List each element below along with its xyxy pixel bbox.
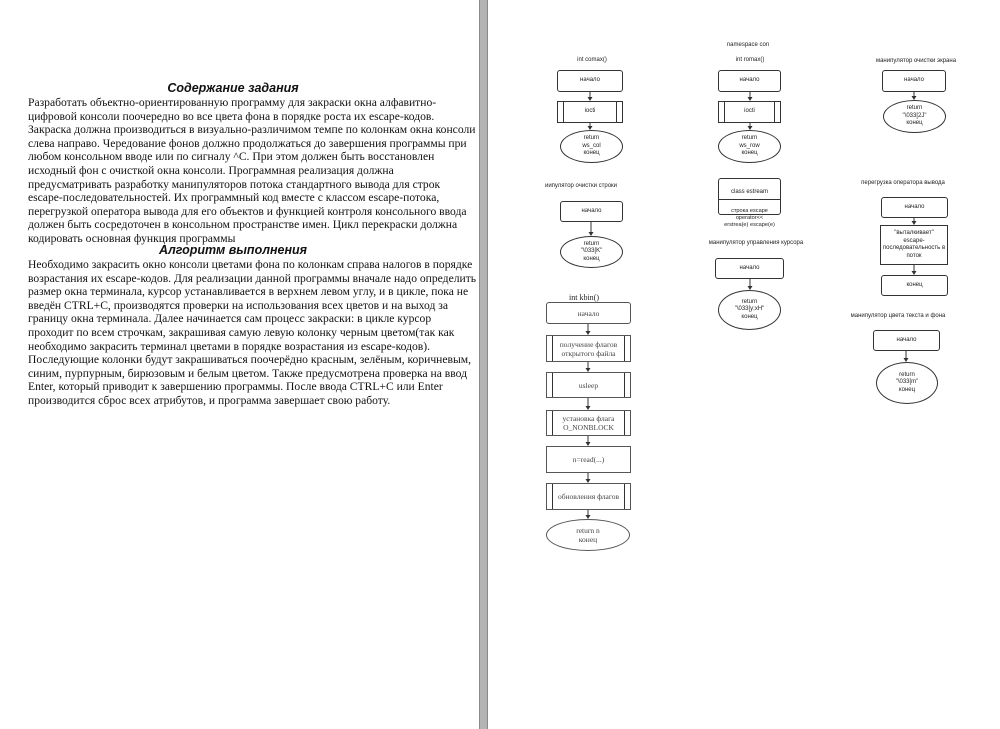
color-start: начало bbox=[873, 330, 940, 351]
clear-line-end: return "\033[K" конец bbox=[560, 236, 623, 268]
romax-title: int romax() bbox=[735, 57, 765, 63]
output-overload-title: перегрузка оператора вывода bbox=[861, 180, 945, 186]
text-line: escape-последовательностей. Их программный код вместе с классом escape-потока, bbox=[28, 191, 440, 205]
text-line: размер окна терминала, курсор устанавливается в верхнем левом углу, и в цикле, пока не bbox=[28, 285, 469, 299]
romax-start: начало bbox=[718, 70, 781, 92]
text-line: введён CTRL+C, производятся проверки на использования всех цветов и на выход за bbox=[28, 298, 448, 312]
estream-class-box bbox=[718, 178, 781, 228]
text-line: синим, пурпурным, бирюзовым и белым цветом. Также предусмотрена проверка на ввод bbox=[28, 366, 467, 380]
section-title-task: Содержание задания bbox=[167, 81, 299, 95]
comax-start: начало bbox=[557, 70, 623, 92]
text-line: должен быть сосредоточен в консольном пространстве имен. Цикл перекраски должна bbox=[28, 218, 458, 232]
color-end: return "\033[m" конец bbox=[876, 362, 938, 404]
comax-end: return ws_col конец bbox=[560, 130, 623, 163]
text-line: цифровой консоли поочередно во все цвета фона в порядке роста их escape-кодов. bbox=[28, 109, 435, 123]
kbin-set-nonblock: установка флага O_NONBLOCK bbox=[546, 410, 631, 436]
text-line: Последующие колонки будут закрашиваться поочерёдно красным, зелёным, коричневым, bbox=[28, 353, 472, 367]
namespace-label: namespace con bbox=[726, 42, 770, 48]
clear-screen-start: начало bbox=[882, 70, 946, 92]
text-line: предусматривать разработку манипуляторов потока стандартного вывода для строк bbox=[28, 177, 441, 191]
text-line: слева направо. Чередование фонов должно продолжаться до завершения программы при bbox=[28, 136, 467, 150]
text-line: Закраска должна производиться в визуально-различимом темпе по колонкам окна консоли bbox=[28, 123, 476, 137]
kbin-title: int kbin() bbox=[569, 293, 599, 302]
comax-ioctl: iocti bbox=[557, 101, 623, 123]
estream-class-members: строка escape operator<< erstrea(e) escape(e) bbox=[724, 208, 775, 228]
text-line: Необходимо закрасить окно консоли цветами фона по колонкам справа налогов в порядке bbox=[28, 258, 473, 271]
estream-class-name: class estream bbox=[719, 187, 780, 200]
text-line: исходный фон с очисткой окна консоли. Программная реализация должна bbox=[28, 163, 394, 177]
text-line: возрастания их escape-кодов. Для реализации данной программы вначале надо определить bbox=[28, 271, 477, 285]
clear-screen-end: return "\033[2J" конец bbox=[883, 100, 946, 133]
cursor-end: return "\033[y;xH" конец bbox=[718, 290, 781, 330]
color-title: манипулятор цвета текста и фона bbox=[850, 313, 946, 319]
romax-ioctl: iocti bbox=[718, 101, 781, 123]
text-line: любом консольном вводе или по сигналу ^C. При этом должен быть восстановлен bbox=[28, 150, 435, 164]
text-line: границу окна терминала. Далее начинается сам процесс закраски: в цикле курсор bbox=[28, 312, 432, 326]
output-overload-start: начало bbox=[881, 197, 948, 218]
kbin-start: начало bbox=[546, 302, 631, 324]
kbin-read: n=read(...) bbox=[546, 446, 631, 473]
text-line: необходимо закрасить терминал цветами в порядке возрастания из escape-кодов). bbox=[28, 339, 431, 353]
output-overload-action: "выталкивает" escape- последовательность в поток bbox=[880, 225, 948, 265]
kbin-usleep: usleep bbox=[546, 372, 631, 398]
clear-line-start: начало bbox=[560, 201, 623, 222]
kbin-end: return n конец bbox=[546, 519, 630, 551]
section-title-algorithm: Алгоритм выполнения bbox=[158, 243, 308, 257]
kbin-get-flags: получение флагов открытого файла bbox=[546, 335, 631, 362]
cursor-title: манипулятор управления курсора bbox=[708, 240, 804, 246]
text-line: Разработать объектно-ориентированную программу для закраски окна алфавитно- bbox=[28, 96, 437, 109]
text-line: проходит по всем строчкам, закрашивая самую левую колонку черным цветом(так как bbox=[28, 325, 455, 339]
text-line: кодировать основная функция программы bbox=[28, 231, 236, 245]
output-overload-end: конец bbox=[881, 275, 948, 296]
text-line: перегрузкой оператора вывода для его объектов и функцией контроля консольного ввода bbox=[28, 204, 467, 218]
kbin-update-flags: обновления флагов bbox=[546, 483, 631, 510]
comax-title: int comax() bbox=[577, 57, 607, 63]
cursor-start: начало bbox=[715, 258, 784, 279]
text-line: Enter, который приводит к завершению программы. После ввода CTRL+C или Enter bbox=[28, 380, 443, 394]
romax-end: return ws_row конец bbox=[718, 130, 781, 163]
clear-screen-title: манипулятор очистки экрана bbox=[875, 58, 957, 64]
text-line: производится сброс всех атрибутов, и программа завершает свою работу. bbox=[28, 393, 391, 407]
clear-line-title: иипулятор очистки строки bbox=[544, 183, 618, 189]
